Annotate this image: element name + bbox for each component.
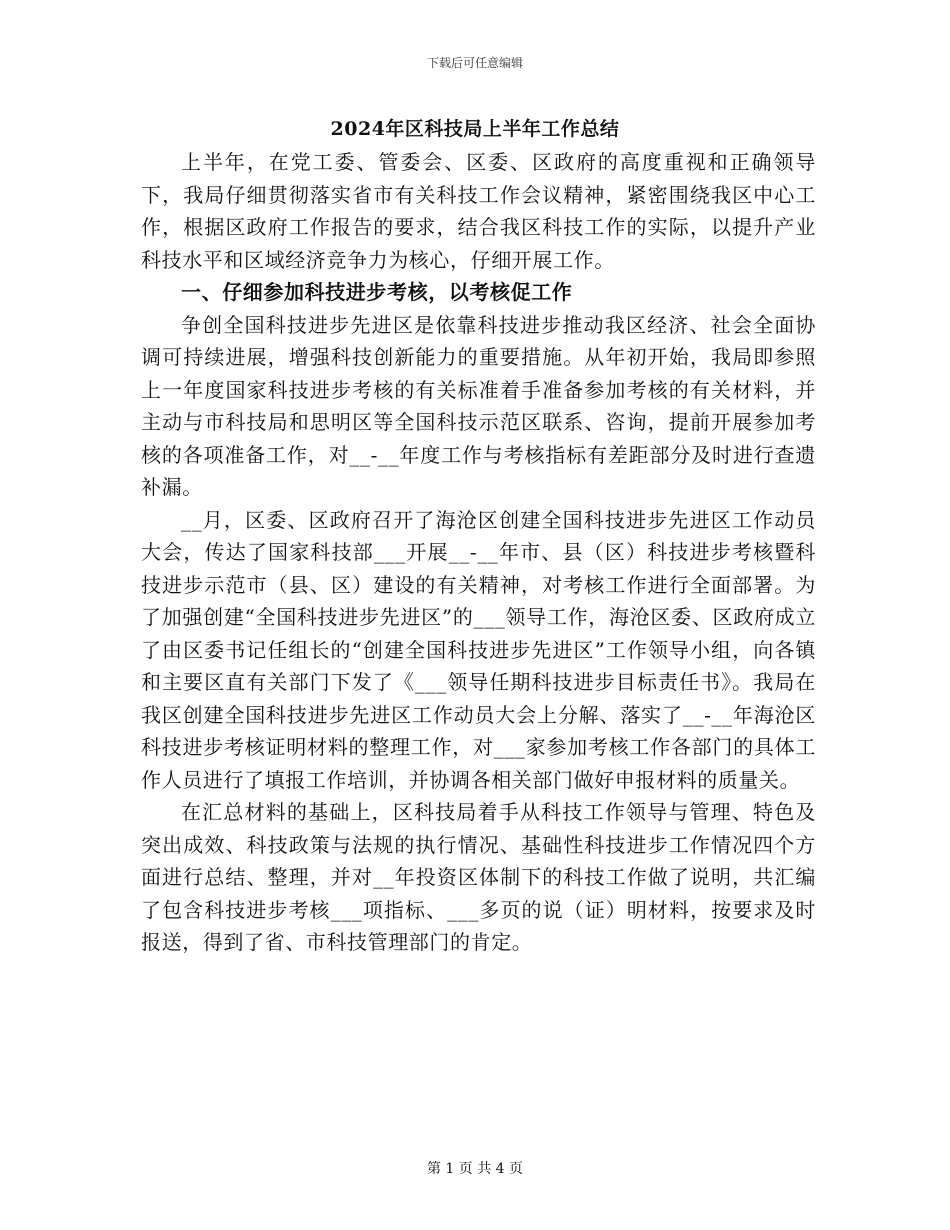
document-title: 2024年区科技局上半年工作总结 [330, 118, 620, 140]
paragraph-1: 争创全国科技进步先进区是依靠科技进步推动我区经济、社会全面协调可持续进展，增强科技创新能力的重要措施。从年初开始，我局即参照上一年度国家科技进步考核的有关标准着手准备参加考核的有关材料，并主动与市科技局和思明区等全国科技示范区联系、咨询，提前开展参加考核的各项准备工作，对__-__年度工作与考核指标有差距部分及时进行查遗补漏。 [141, 312, 816, 499]
intro-paragraph: 上半年，在党工委、管委会、区委、区政府的高度重视和正确领导下，我局仔细贯彻落实省市有关科技工作会议精神，紧密围绕我区中心工作，根据区政府工作报告的要求，结合我区科技工作的实际，以提升产业科技水平和区域经济竞争力为核心，仔细开展工作。 [141, 150, 816, 272]
paragraph-2: __月，区委、区政府召开了海沧区创建全国科技进步先进区工作动员大会，传达了国家科技部___开展__-__年市、县（区）科技进步考核暨科技进步示范市（县、区）建设的有关精神，对考核工作进行全面部署。为了加强创建“全国科技进步先进区”的___领导工作，海沧区委、区政府成立了由区委书记任组长的“创建全国科技进步先进区”工作领导小组，向各镇和主要区直有关部门下发了《___领导任期科技进步目标责任书》。我局在我区创建全国科技进步先进区工作动员大会上分解、落实了__-__年海沧区科技进步考核证明材料的整理工作，对___家参加考核工作各部门的具体工作人员进行了填报工作培训，并协调各相关部门做好申报材料的质量关。 [141, 507, 816, 792]
header-note: 下载后可任意编辑 [426, 56, 523, 70]
section-heading-1: 一、仔细参加科技进步考核，以考核促工作 [181, 280, 573, 304]
document-body [141, 146, 816, 959]
paragraph-3: 在汇总材料的基础上，区科技局着手从科技工作领导与管理、特色及突出成效、科技政策与法规的执行情况、基础性科技进步工作情况四个方面进行总结、整理，并对__年投资区体制下的科技工作做了说明，共汇编了包含科技进步考核___项指标、___多页的说（证）明材料，按要求及时报送，得到了省、市科技管理部门的肯定。 [141, 800, 816, 954]
page-number: 第 1 页 共 4 页 [426, 1161, 524, 1177]
